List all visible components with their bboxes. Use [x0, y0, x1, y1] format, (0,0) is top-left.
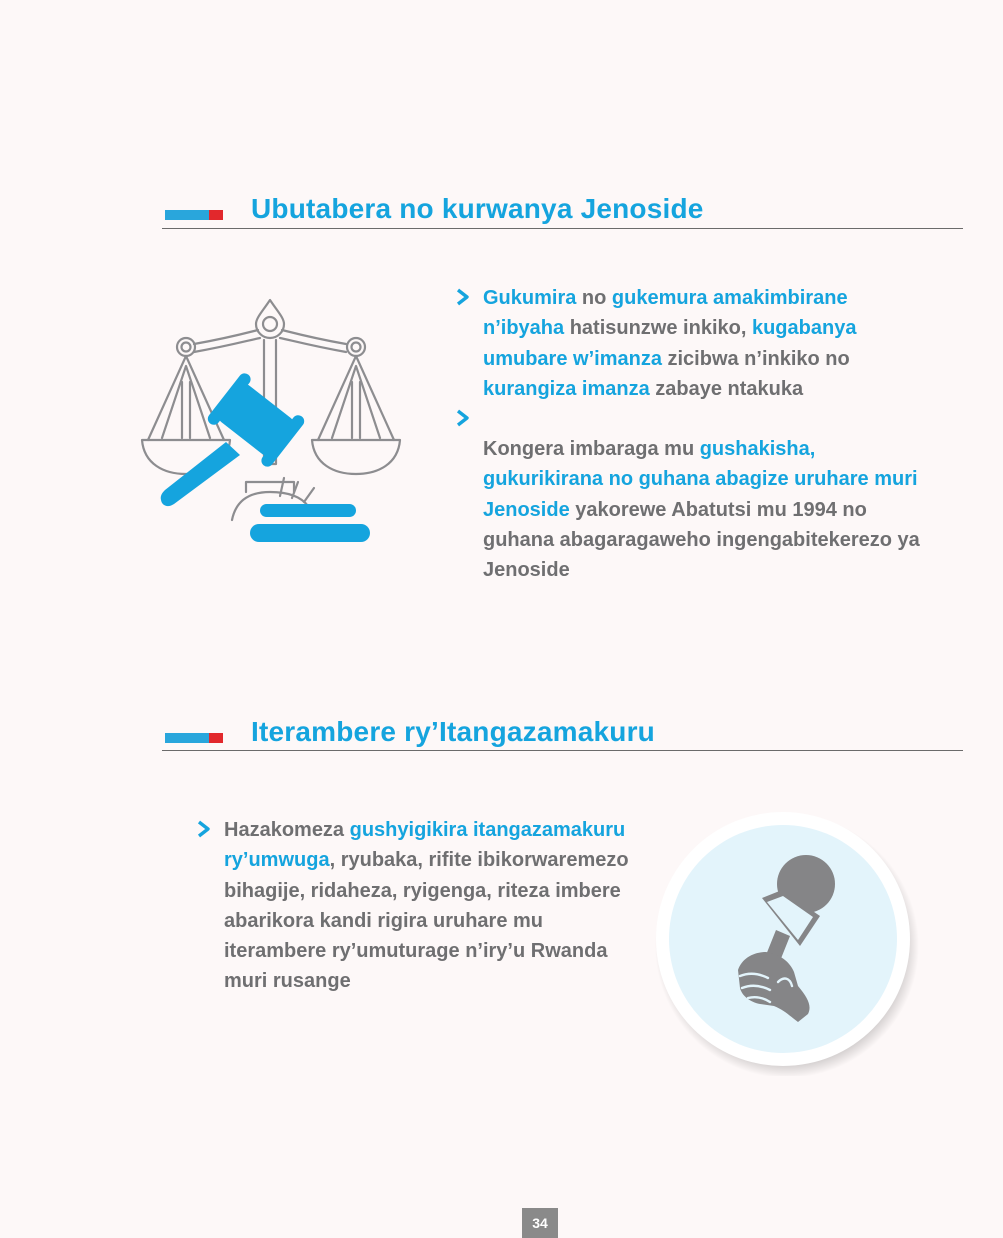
section-divider: [162, 228, 963, 229]
section-divider: [162, 750, 963, 751]
section-marker: [165, 733, 223, 743]
journalist-microphone-icon: [650, 806, 920, 1076]
highlighted-text: gukemura amakimbirane n’ibyaha: [483, 287, 848, 340]
body-text: no: [576, 287, 612, 309]
section-title: Ubutabera no kurwanya Jenoside: [251, 193, 704, 224]
bullet-list-media: [196, 815, 636, 997]
bullet-list-justice: [455, 283, 925, 586]
body-text: zabaye ntakuka: [649, 377, 804, 400]
highlighted-text: kugabanya umubare w’imanza: [483, 317, 857, 370]
body-text: zicibwa n’inkiko no: [661, 347, 850, 370]
chevron-right-icon: [455, 409, 470, 427]
highlighted-text: gushakisha, gukurikirana no guhana abagize uruhare muri Jenoside: [483, 438, 918, 521]
list-item: [455, 283, 925, 404]
bullet-text: [483, 283, 925, 404]
bullet-text: [483, 404, 925, 585]
highlighted-text: gushyigikira itangazamakuru ry’umwuga: [224, 819, 626, 872]
list-item: [196, 815, 636, 997]
body-text: , ryubaka, rifite ibikorwaremezo bihagije, ridaheza, ryigenga, riteza imbere abarikora kandi rigira uruhare mu iterambere ry’umuturage n’iry’u Rwanda muri rusange: [224, 849, 629, 993]
list-item: [455, 404, 925, 585]
body-text: hatisunzwe inkiko,: [564, 317, 752, 340]
highlighted-text: Gukumira: [483, 287, 577, 309]
chevron-right-icon: [196, 820, 211, 838]
chevron-right-icon: [455, 288, 470, 306]
page-number: 34: [522, 1208, 558, 1238]
section-marker: [165, 210, 223, 220]
body-text: Kongera imbaraga mu: [483, 438, 700, 461]
bullet-text: [224, 815, 636, 997]
highlighted-text: kurangiza imanza: [483, 377, 650, 400]
body-text: Hazakomeza: [224, 819, 350, 841]
scales-of-justice-gavel-icon: [138, 292, 410, 554]
section-title: Iterambere ry’Itangazamakuru: [251, 716, 655, 747]
body-text: yakorewe Abatutsi mu 1994 no guhana abagaragaweho ingengabitekerezo ya Jenoside: [483, 498, 920, 582]
